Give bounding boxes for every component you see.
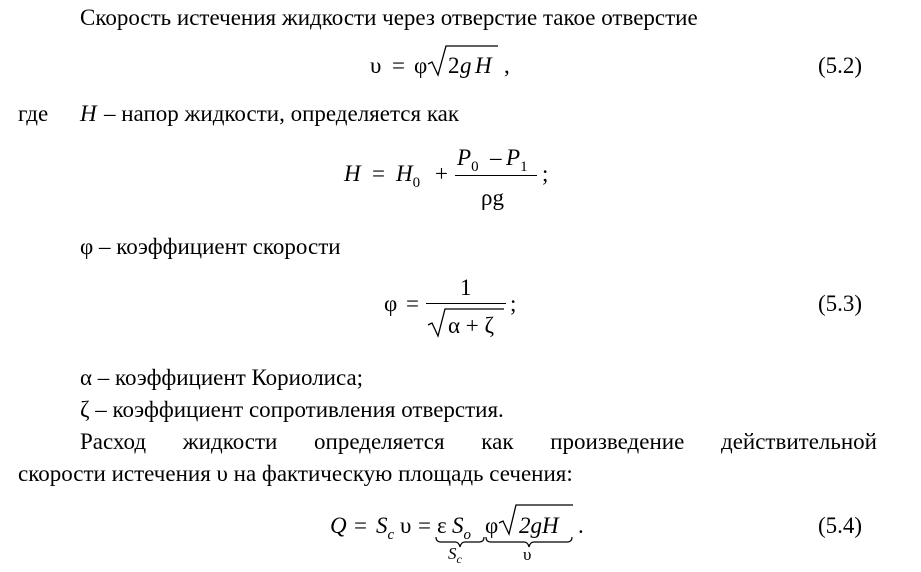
eq-epsilon: ε [437,513,447,538]
head-symbol: H [80,101,97,126]
denominator-alpha-zeta: α + ζ [448,313,495,338]
equation-number-5-4: (5.4) [818,513,863,538]
paragraph-flow-line1: Расход жидкости определяется как произведение действительной [80,429,877,454]
radicand-g: g [460,53,472,78]
eq-phi: φ [485,513,499,538]
eq-phi: φ [414,53,428,78]
zeta-definition: ζ – коэффициент сопротивления отверстия. [80,397,504,422]
eq-semicolon: ; [510,291,517,316]
alpha-definition: α – коэффициент Кориолиса; [80,365,364,390]
eq-equals: = [372,161,385,186]
head-description: – напор жидкости, определяется как [104,101,460,126]
equation-number-5-3: (5.3) [818,291,863,316]
numerator-P1: $P_1$ [506,145,528,175]
eq-So: $S_o$ [452,513,471,543]
radicand-2: 2 [448,53,460,78]
denominator-rho-g: ρg [481,185,504,210]
numerator-one: 1 [460,275,472,300]
eq-equals: = [392,53,405,78]
eq-H0: $H_0$ [396,161,421,191]
where-word: где [18,101,49,126]
eq-equals: = [406,291,419,316]
eq-period: . [578,513,584,538]
eq-H: H [344,161,361,186]
eq-equals-2: = [418,513,431,538]
numerator-minus: – [490,145,502,170]
numerator-P0: $P_0$ [457,145,479,175]
fraction-bar [455,175,537,176]
underbrace-label-Sc: $S_c$ [448,544,462,566]
radicand-2gH: 2gH [519,513,559,538]
underbrace-label-velocity: υ [523,545,532,564]
eq-velocity-symbol: υ [370,53,382,78]
phi-definition: φ – коэффициент скорости [80,234,341,259]
eq-semicolon: ; [542,161,549,186]
fraction-bar [426,303,506,304]
eq-phi: φ [384,291,398,316]
paragraph-intro: Скорость истечения жидкости через отверстие такое отверстие [80,5,698,30]
equation-number-5-2: (5.2) [818,53,863,78]
eq-Sc: $S_c$ [376,513,395,543]
eq-comma: , [504,53,510,78]
eq-equals-1: = [354,513,367,538]
paragraph-flow-line2: скорости истечения υ на фактическую площадь сечения: [18,461,573,486]
radicand-H: H [475,53,492,78]
eq-Q: Q [330,513,347,538]
eq-velocity: υ [400,513,412,538]
eq-plus: + [435,161,448,186]
